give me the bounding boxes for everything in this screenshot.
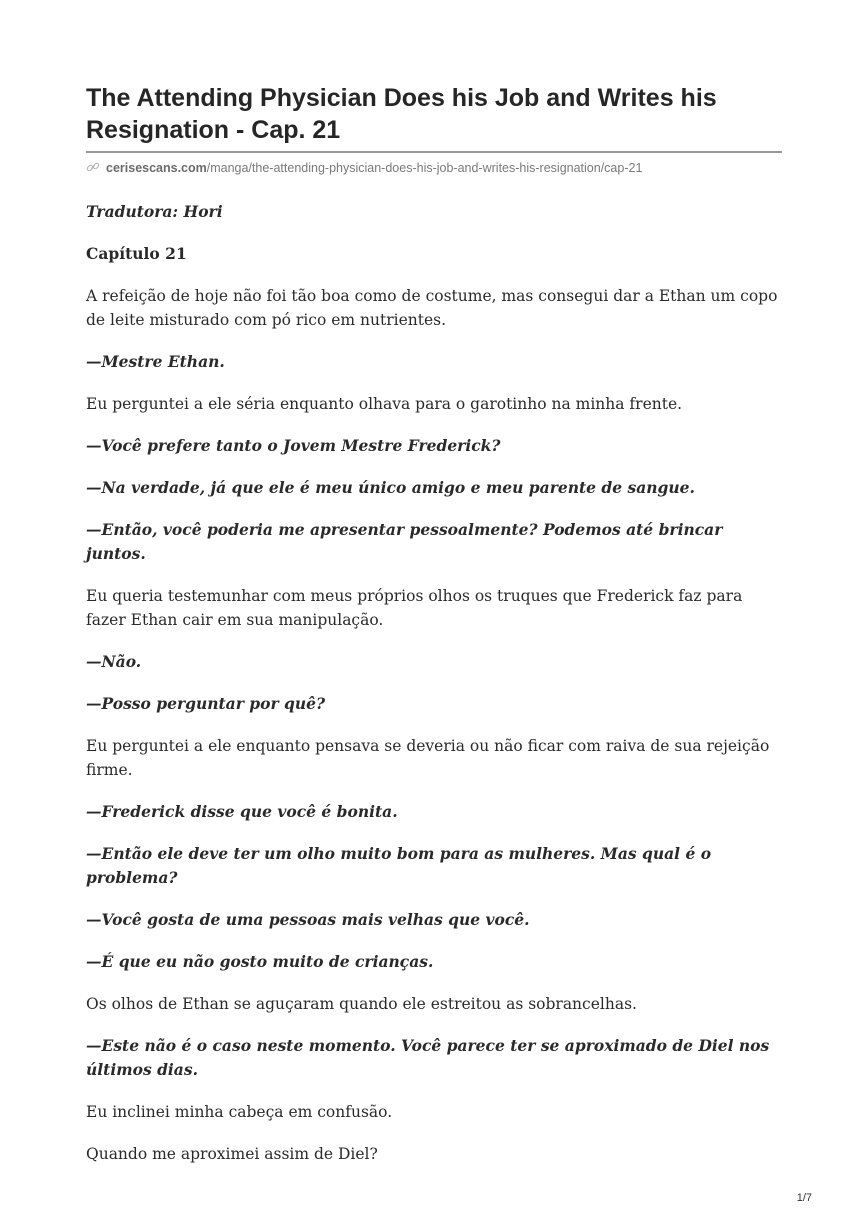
- narration-paragraph: Eu inclinei minha cabeça em confusão.: [86, 1103, 393, 1121]
- title-divider: [86, 151, 782, 153]
- page-number: 1/7: [796, 1192, 812, 1204]
- narration-paragraph: Eu queria testemunhar com meus próprios olhos os truques que Frederick faz para fazer Ethan cair em sua manipulação.: [86, 587, 743, 629]
- dialogue-paragraph: —Frederick disse que você é bonita.: [86, 802, 398, 821]
- link-icon: [86, 161, 100, 173]
- narration-paragraph: Os olhos de Ethan se aguçaram quando ele estreitou as sobrancelhas.: [86, 995, 637, 1013]
- source-domain[interactable]: cerisescans.com: [106, 161, 207, 175]
- chapter-heading: Capítulo 21: [86, 244, 187, 263]
- dialogue-paragraph: —Posso perguntar por quê?: [86, 694, 326, 713]
- dialogue-paragraph: —Então, você poderia me apresentar pessoalmente? Podemos até brincar juntos.: [86, 520, 723, 563]
- dialogue-paragraph: —Mestre Ethan.: [86, 352, 225, 371]
- dialogue-paragraph: —Este não é o caso neste momento. Você parece ter se aproximado de Diel nos últimos dias.: [86, 1036, 770, 1079]
- dialogue-paragraph: —É que eu não gosto muito de crianças.: [86, 952, 434, 971]
- dialogue-paragraph: Tradutora: Hori: [86, 202, 223, 221]
- narration-paragraph: Eu perguntei a ele séria enquanto olhava para o garotinho na minha frente.: [86, 395, 683, 413]
- source-path[interactable]: /manga/the-attending-physician-does-his-job-and-writes-his-resignation/cap-21: [206, 161, 643, 175]
- narration-paragraph: Quando me aproximei assim de Diel?: [86, 1145, 378, 1163]
- source-url[interactable]: [86, 160, 782, 176]
- dialogue-paragraph: —Então ele deve ter um olho muito bom para as mulheres. Mas qual é o problema?: [86, 844, 712, 887]
- dialogue-paragraph: —Na verdade, já que ele é meu único amigo e meu parente de sangue.: [86, 478, 695, 497]
- article-body: [86, 200, 782, 1184]
- dialogue-paragraph: —Você gosta de uma pessoas mais velhas que você.: [86, 910, 530, 929]
- dialogue-paragraph: —Você prefere tanto o Jovem Mestre Frederick?: [86, 436, 501, 455]
- dialogue-paragraph: —Não.: [86, 652, 142, 671]
- narration-paragraph: A refeição de hoje não foi tão boa como de costume, mas consegui dar a Ethan um copo de leite misturado com pó rico em nutrientes.: [86, 287, 778, 329]
- page-title: The Attending Physician Does his Job and Writes his Resignation - Cap. 21: [86, 84, 717, 144]
- narration-paragraph: Eu perguntei a ele enquanto pensava se deveria ou não ficar com raiva de sua rejeição firme.: [86, 737, 770, 779]
